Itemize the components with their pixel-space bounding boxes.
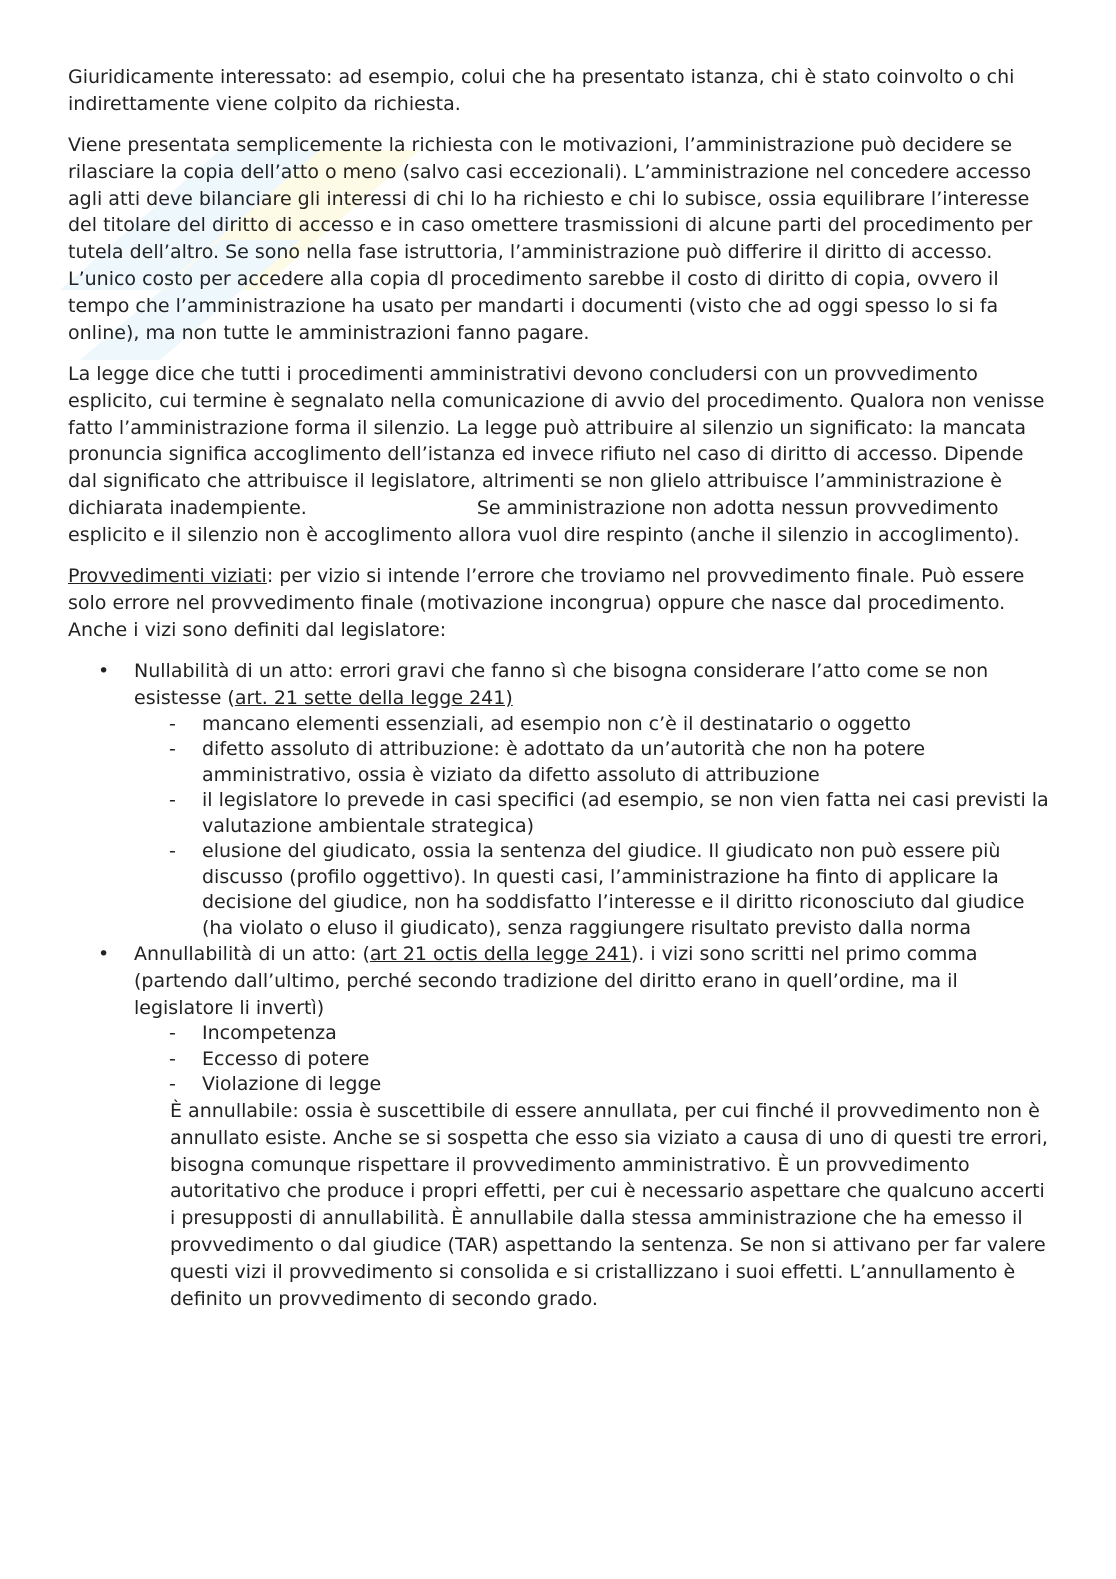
art-21-sette-link[interactable]: art. 21 sette della legge 241) <box>234 686 513 709</box>
silenzio-text-b: Se amministrazione non adotta nessun provvedimento esplicito e il silenzio non è accoglimento allora vuol dire respinto (anche il silenzio in accoglimento). <box>68 496 1020 546</box>
document-body <box>68 64 1052 1327</box>
paragraph-annullabile: È annullabile: ossia è suscettibile di essere annullata, per cui finché il provvedimento non è annullato esiste. Anche se si sospetta che esso sia viziato a causa di uno di questi tre errori, bisogna comunque rispettare il provvedimento amministrativo. È un provvedimento autoritativo che produce i propri effetti, per cui è necessario aspettare che qualcuno accerti i presupposti di annullabilità. È annullabile dalla stessa amministrazione che ha emesso il provvedimento o dal giudice (TAR) aspettando la sentenza. Se non si attivano per far valere questi vizi il provvedimento si consolida e si cristallizzano i suoi effetti. L’annullamento è definito un provvedimento di secondo grado. <box>170 1099 1048 1310</box>
paragraph-interessato: Giuridicamente interessato: ad esempio, colui che ha presentato istanza, chi è stato coinvolto o chi indirettamente viene colpito da richiesta. <box>68 66 1015 115</box>
bullet-annullabilita <box>68 941 1052 1021</box>
annullabilita-text-post: ). i vizi sono scritti nel primo comma (partendo dall’ultimo, perché secondo tradizione del diritto erano in quell’ordine, ma il legislatore li invertì) <box>134 943 978 1019</box>
bullet-nullabilita <box>68 658 1052 712</box>
silenzio-text-a: La legge dice che tutti i procedimenti amministrativi devono concludersi con un provvedimento esplicito, cui termine è segnalato nella comunicazione di avvio del procedimento. Qualora non venisse fatto l’amministrazione forma il silenzio. La legge può attribuire al silenzio un significato: la mancata pronuncia significa accoglimento dell’istanza ed invece rifiuto nel caso di diritto di accesso. Dipende dal significato che attribuisce il legislatore, altrimenti se non glielo attribuisce l’amministrazione è dichiarata inadempiente. <box>68 362 1045 519</box>
dash-marker: - <box>169 1022 176 1045</box>
list-item: - il legislatore lo prevede in casi specifici (ad esempio, se non vien fatta nei casi previsti la valutazione ambientale strategica) <box>169 789 1049 837</box>
dash-marker: - <box>169 840 176 863</box>
provvedimenti-viziati-label: Provvedimenti viziati <box>68 565 267 588</box>
list-item: - difetto assoluto di attribuzione: è adottato da un’autorità che non ha potere amministrativo, ossia è viziato da difetto assoluto di attribuzione <box>169 738 926 786</box>
vizi-text: : per vizio si intende l’errore che troviamo nel provvedimento finale. Può essere solo errore nel provvedimento finale (motivazione incongrua) oppure che nasce dal procedimento. Anche i vizi sono definiti dal legislatore: <box>68 565 1025 641</box>
nullabilita-text: Nullabilità di un atto: errori gravi che fanno sì che bisogna considerare l’atto come se non esistesse ( <box>134 659 989 709</box>
dash-marker: - <box>169 712 176 735</box>
dash-marker: - <box>169 738 176 761</box>
dash-marker: - <box>169 789 176 812</box>
list-item: - Violazione di legge <box>68 1072 1052 1098</box>
list-item: - Incompetenza <box>68 1021 1052 1047</box>
art-21-octis-link[interactable]: art 21 octis della legge 241 <box>369 943 631 966</box>
paragraph-vizi <box>68 563 1052 643</box>
paragraph-silenzio <box>68 361 1052 549</box>
paragraph-richiesta: Viene presentata semplicemente la richiesta con le motivazioni, l’amministrazione può decidere se rilasciare la copia dell’atto o meno (salvo casi eccezionali). L’amministrazione nel concedere accesso agli atti deve bilanciare gli interessi di chi lo ha richiesto e chi lo subisce, ossia equilibrare l’interesse del titolare del diritto di accesso e in caso omettere trasmissioni di alcune parti del procedimento per tutela dell’altro. Se sono nella fase istruttoria, l’amministrazione può differire il diritto di accesso. L’unico costo per accedere alla copia dl procedimento sarebbe il costo di diritto di copia, ovvero il tempo che l’amministrazione ha usato per mandarti i documenti (visto che ad oggi spesso lo si fa online), ma non tutte le amministrazioni fanno pagare. <box>68 134 1033 344</box>
bullet-marker: • <box>98 943 110 966</box>
annullabilita-text-pre: Annullabilità di un atto: ( <box>134 943 370 966</box>
list-item: - Eccesso di potere <box>68 1047 1052 1073</box>
list-item: - mancano elementi essenziali, ad esempio non c’è il destinatario o oggetto <box>68 712 1052 738</box>
dash-marker: - <box>169 1073 176 1096</box>
list-item: - elusione del giudicato, ossia la sentenza del giudice. Il giudicato non può essere più discusso (profilo oggettivo). In questi casi, l’amministrazione ha finto di applicare la decisione del giudice, non ha soddisfatto l’interesse e il diritto riconosciuto dal giudice (ha violato o eluso il giudicato), senza raggiungere risultato previsto dalla norma <box>169 840 1025 939</box>
bullet-marker: • <box>98 659 110 682</box>
dash-marker: - <box>169 1047 176 1070</box>
